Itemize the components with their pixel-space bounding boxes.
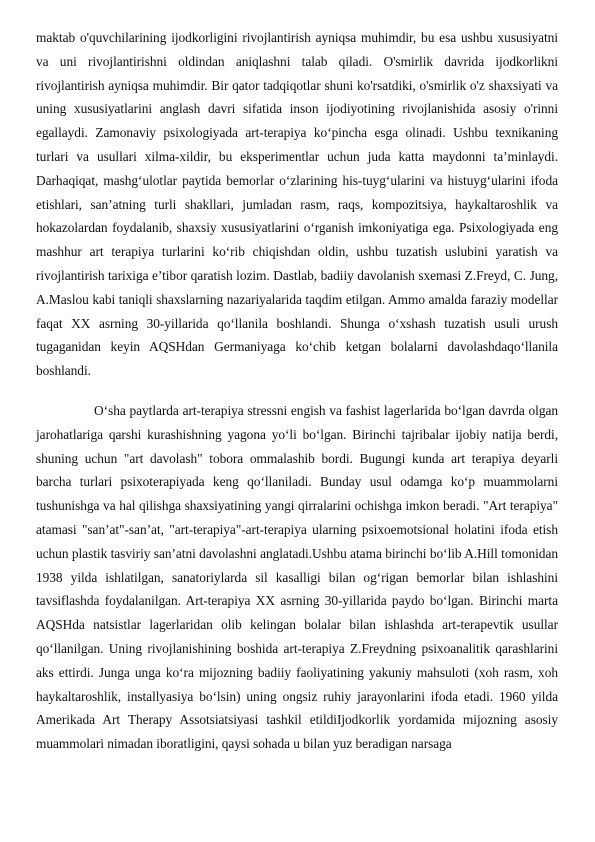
body-paragraph-1: maktab o'quvchilarining ijodkorligini rivojlantirish ayniqsa muhimdir, bu esa ushbu xususiyatni va uni rivojlantirishni oldindan aniqlashni talab qiladi. O'smirlik davrida ijodkorlikni rivojlantirish ayniqsa muhimdir. Bir qator tadqiqotlar shuni ko'rsatdiki, o'smirlik o'z shaxsiyati va uning xususiyatlarini anglash davri sifatida inson ijodiyotining rivojlanishida asosiy o'rinni egallaydi. Zamonaviy psixologiyada art-terapiya ko‘pincha esga olinadi. Ushbu texnikaning turlari va usullari xilma-xildir, bu eksperimentlar uchun juda katta maydonni ta’minlaydi. Darhaqiqat, mashg‘ulotlar paytida bemorlar o‘zlarining his-tuyg‘ularini va histuyg‘ularini ifoda etishlari, san’atning turli shakllari, jumladan rasm, raqs, kompozitsiya, haykaltaroshlik va hokazolardan foydalanib, shaxsiy xususiyatlarini o‘rganish imkoniyatiga ega. Psixologiyada eng mashhur art terapiya turlarini ko‘rib chiqishdan oldin, ushbu tuzatish uslubini yaratish va rivojlantirish tarixiga e’tibor qaratish lozim. Dastlab, badiiy davolanish sxemasi Z.Freyd, C. Jung, A.Maslou kabi taniqli shaxslarning nazariyalarida taqdim etilgan. Ammo amalda faraziy modellar faqat XX asrning 30-yillarida qo‘llanila boshlandi. Shunga o‘xshash tuzatish usuli urush tugaganidan keyin AQSHdan Germaniyaga ko‘chib ketgan bolalarni davolashdaqo‘llanila boshlandi. <box>36 30 558 379</box>
body-paragraph-2: O‘sha paytlarda art-terapiya stressni engish va fashist lagerlarida bo‘lgan davrda olgan jarohatlariga qarshi kurashishning yagona yo‘li bo‘lgan. Birinchi tajribalar ijobiy natija berdi, shuning uchun "art davolash" tobora ommalashib bordi. Bugungi kunda art terapiya deyarli barcha turlari psixoterapiyada keng qo‘llaniladi. Bunday usul odamga ko‘p muammolarni tushunishga va hal qilishga shaxsiyatining yangi qirralarini ochishga imkon beradi. "Art terapiya" atamasi "san’at"-san’at, "art-terapiya"-art-terapiya ularning psixoemotsional holatini ifoda etish uchun plastik tasviriy san’atni davolashni anglatadi.Ushbu atama birinchi bo‘lib A.Hill tomonidan 1938 yilda ishlatilgan, sanatoriylarda sil kasalligi bilan og‘rigan bemorlar bilan ishlashini tavsiflashda foydalanilgan. Art-terapiya XX asrning 30-yillarida paydo bo‘lgan. Birinchi marta AQSHda natsistlar lagerlaridan olib kelingan bolalar bilan ishlashda art-terapevtik usullar qo‘llanilgan. Uning rivojlanishining boshida art-terapiya Z.Freydning psixoanalitik qarashlarini aks ettirdi. Junga unga ko‘ra mijozning badiiy faoliyatining yakuniy mahsuloti (xoh rasm, xoh haykaltaroshlik, installyasiya bo‘lsin) uning ongsiz ruhiy jarayonlarini ifoda etadi. 1960 yilda Amerikada Art Therapy Assotsiatsiyasi tashkil etildiIjodkorlik yordamida mijozning asosiy muammolari nimadan iboratligini, qaysi sohada u bilan yuz beradigan narsaga <box>36 402 558 752</box>
document-page <box>36 26 558 756</box>
